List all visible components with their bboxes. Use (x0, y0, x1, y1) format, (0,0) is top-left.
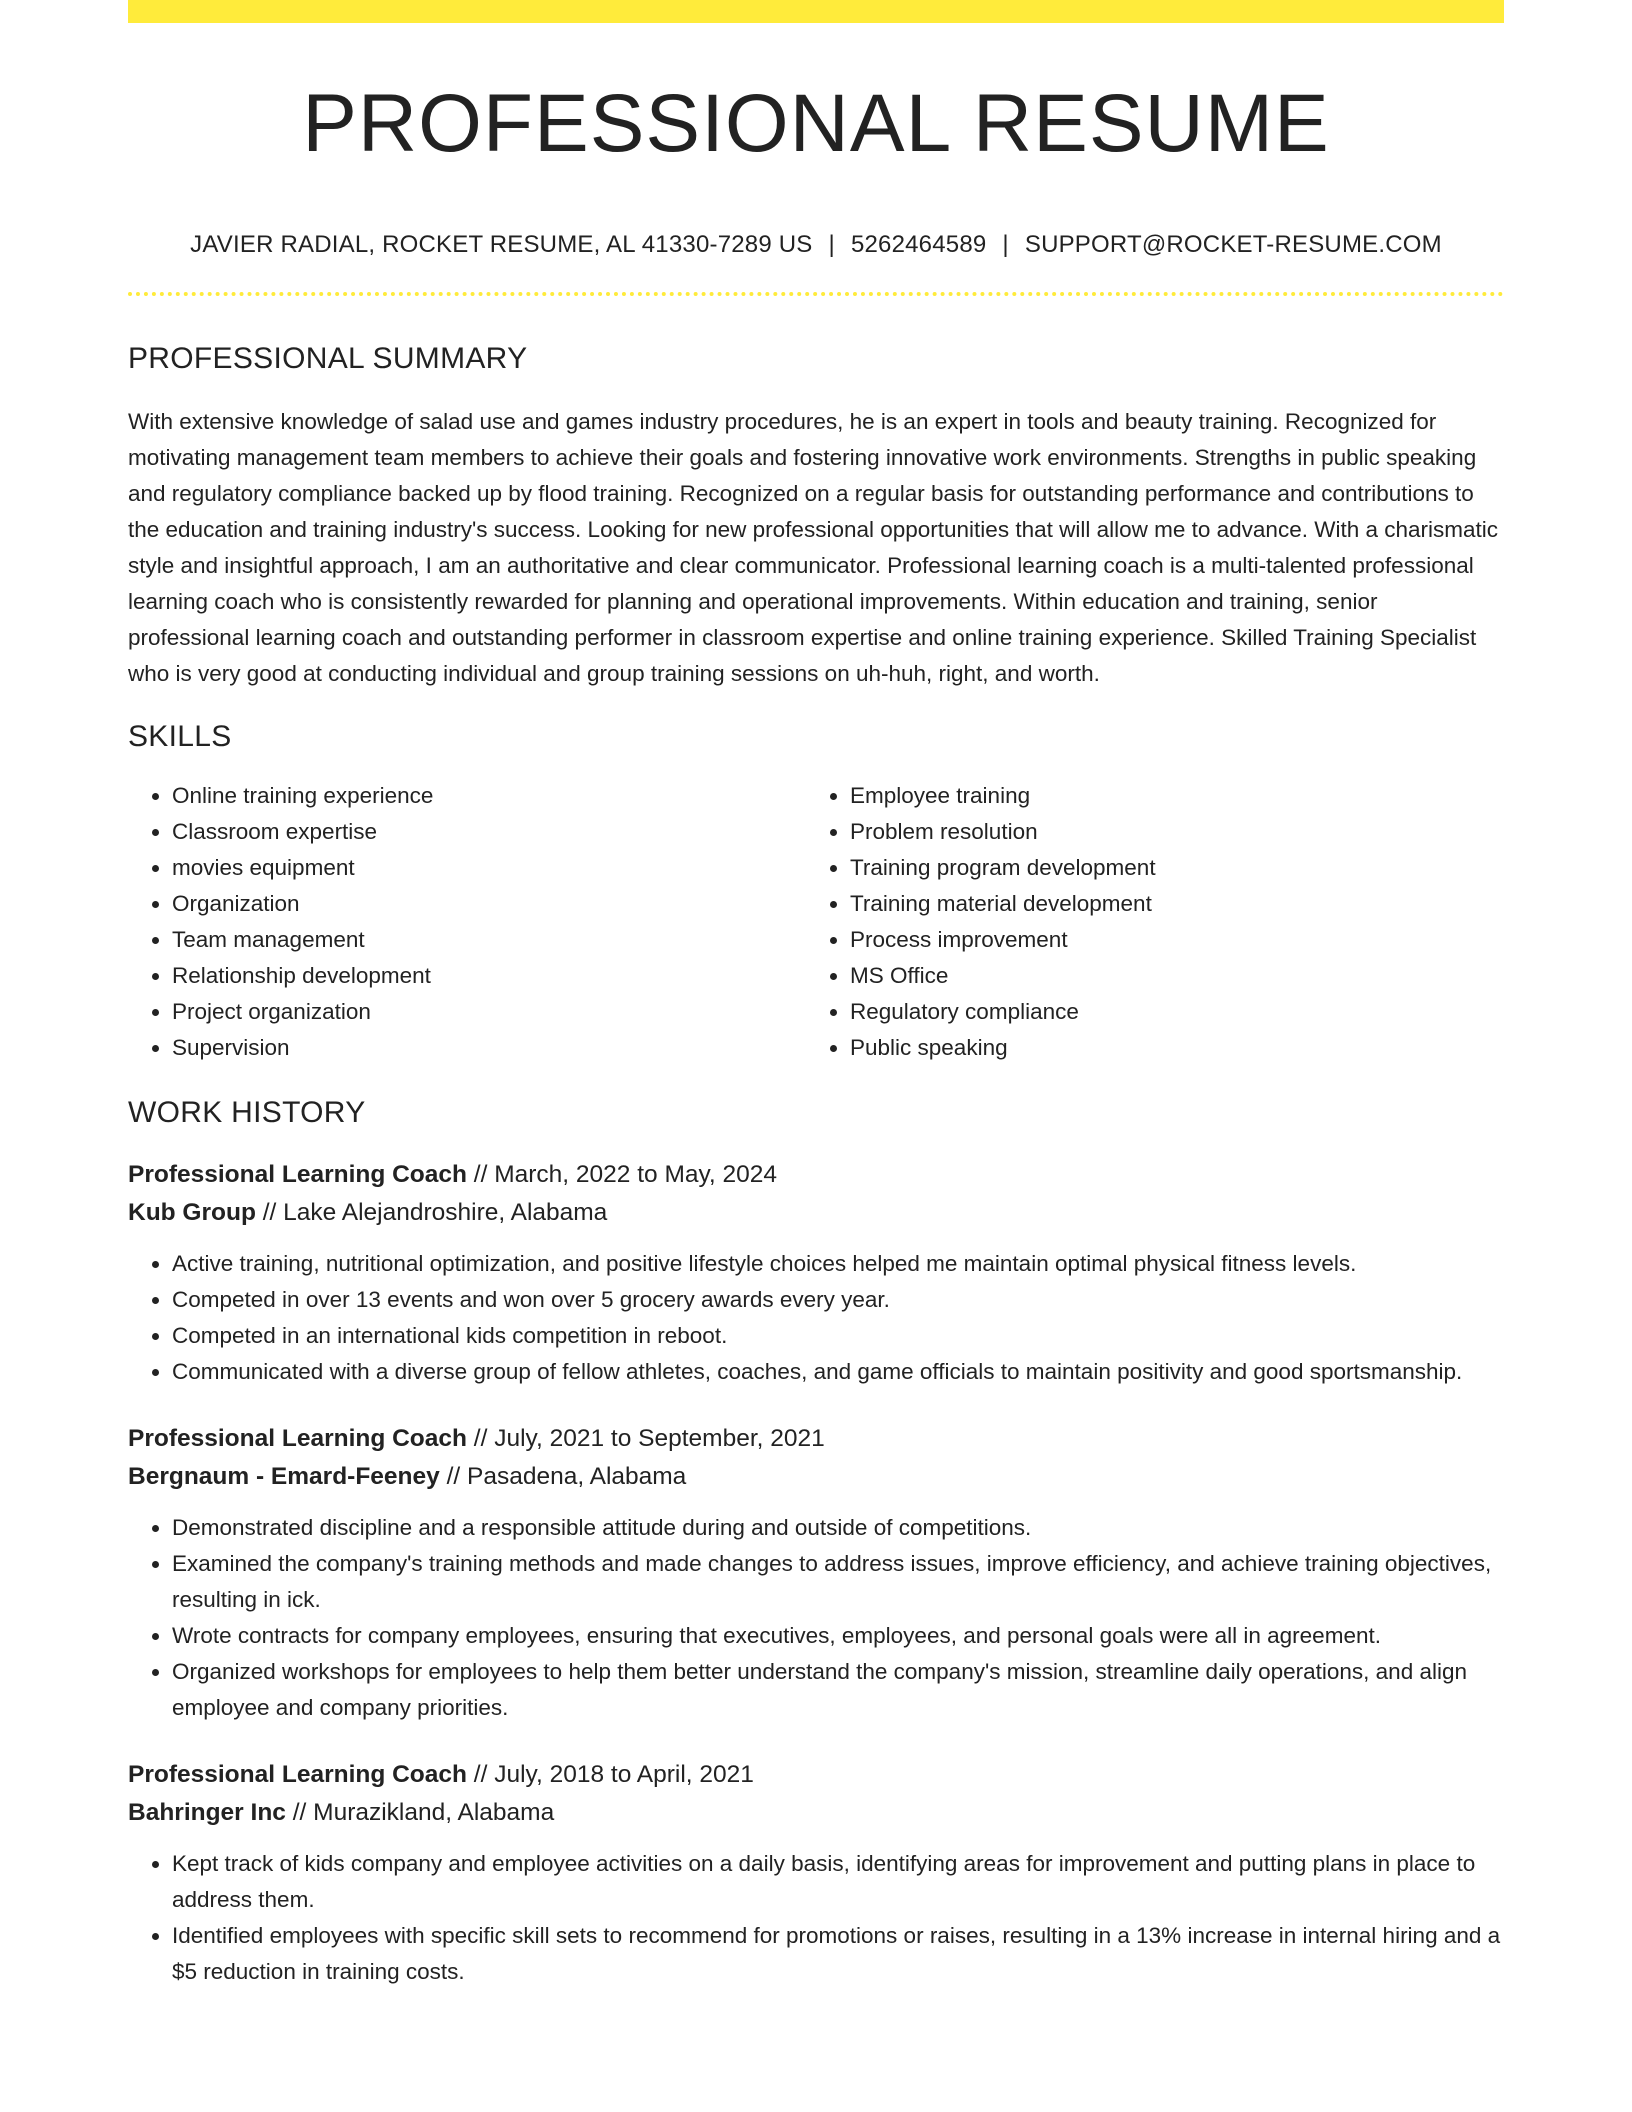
contact-separator: | (1002, 231, 1009, 258)
skill-item: • Training material development (850, 886, 1484, 922)
skill-item: • Classroom expertise (172, 814, 806, 850)
contact-line (128, 231, 1504, 259)
job-company: Bahringer Inc (128, 1799, 286, 1826)
job-bullets (128, 1846, 1504, 1990)
job-bullet: • Demonstrated discipline and a responsible attitude during and outside of competitions. (172, 1510, 1504, 1546)
job-title-line (128, 1420, 1504, 1458)
job-location: // Lake Alejandroshire, Alabama (255, 1199, 608, 1226)
skill-item: • Organization (172, 886, 806, 922)
resume-title: PROFESSIONAL RESUME (302, 78, 1330, 169)
skill-item: • Regulatory compliance (850, 994, 1484, 1030)
job-title-line (128, 1156, 1504, 1194)
skills-list (128, 778, 1504, 1066)
job-bullet: • Communicated with a diverse group of fellow athletes, coaches, and game officials to maintain positivity and good sportsmanship. (172, 1354, 1504, 1390)
skill-item: • movies equipment (172, 850, 806, 886)
job-bullet: • Competed in an international kids competition in reboot. (172, 1318, 1504, 1354)
job-entry (128, 1756, 1504, 1990)
contact-email: SUPPORT@ROCKET-RESUME.COM (1024, 231, 1442, 258)
job-location: // Pasadena, Alabama (439, 1463, 687, 1490)
summary-text: With extensive knowledge of salad use and games industry procedures, he is an expert in tools and beauty training. Recognized for motivating management team members to achieve their goals and fostering innovative work environments. Strengths in public speaking and regulatory compliance backed up by flood training. Recognized on a regular basis for outstanding performance and contributions to the education and training industry's success. Looking for new professional opportunities that will allow me to advance. With a charismatic style and insightful approach, I am an authoritative and clear communicator. Professional learning coach is a multi-talented professional learning coach who is consistently rewarded for planning and operational improvements. Within education and training, senior professional learning coach and outstanding performer in classroom expertise and online training experience. Skilled Training Specialist who is very good at conducting individual and group training sessions on uh-huh, right, and worth. (128, 409, 1499, 686)
job-bullet: • Active training, nutritional optimization, and positive lifestyle choices helped me maintain optimal physical fitness levels. (172, 1246, 1504, 1282)
job-company: Kub Group (128, 1199, 256, 1226)
job-entry (128, 1420, 1504, 1726)
job-dates: // July, 2021 to September, 2021 (467, 1425, 825, 1452)
job-title: Professional Learning Coach (128, 1761, 467, 1788)
contact-address: JAVIER RADIAL, ROCKET RESUME, AL 41330-7289 US (190, 231, 813, 258)
work-history-heading: WORK HISTORY (128, 1096, 366, 1129)
skill-item: • Online training experience (172, 778, 806, 814)
skills-column-right (806, 778, 1484, 1066)
skill-item: • MS Office (850, 958, 1484, 994)
accent-bar (128, 0, 1504, 23)
skills-heading: SKILLS (128, 720, 232, 753)
skill-item: • Employee training (850, 778, 1484, 814)
skill-item: • Training program development (850, 850, 1484, 886)
skill-item: • Public speaking (850, 1030, 1484, 1066)
job-bullet: • Competed in over 13 events and won over 5 grocery awards every year. (172, 1282, 1504, 1318)
skill-item: • Supervision (172, 1030, 806, 1066)
skill-item: • Problem resolution (850, 814, 1484, 850)
summary-heading: PROFESSIONAL SUMMARY (128, 342, 528, 375)
job-bullet: • Wrote contracts for company employees, ensuring that executives, employees, and personal goals were all in agreement. (172, 1618, 1504, 1654)
job-bullet: • Identified employees with specific skill sets to recommend for promotions or raises, resulting in a 13% increase in internal hiring and a $5 reduction in training costs. (172, 1918, 1504, 1990)
job-company-line (128, 1458, 1504, 1496)
resume-page (128, 0, 1504, 1990)
job-title-line (128, 1756, 1504, 1794)
job-dates: // July, 2018 to April, 2021 (467, 1761, 754, 1788)
job-title: Professional Learning Coach (128, 1425, 467, 1452)
job-location: // Murazikland, Alabama (285, 1799, 555, 1826)
job-dates: // March, 2022 to May, 2024 (467, 1161, 778, 1188)
skill-item: • Team management (172, 922, 806, 958)
contact-phone: 5262464589 (850, 231, 987, 258)
skills-column-left (128, 778, 806, 1066)
skill-item: • Project organization (172, 994, 806, 1030)
header-divider (128, 292, 1504, 296)
job-title: Professional Learning Coach (128, 1161, 467, 1188)
job-bullet: • Organized workshops for employees to help them better understand the company's mission, streamline daily operations, and align employee and company priorities. (172, 1654, 1504, 1726)
contact-separator: | (828, 231, 835, 258)
job-company-line (128, 1194, 1504, 1232)
job-company: Bergnaum - Emard-Feeney (128, 1463, 440, 1490)
job-bullets (128, 1246, 1504, 1390)
skill-item: • Relationship development (172, 958, 806, 994)
job-bullet: • Kept track of kids company and employee activities on a daily basis, identifying areas for improvement and putting plans in place to address them. (172, 1846, 1504, 1918)
job-bullet: • Examined the company's training methods and made changes to address issues, improve efficiency, and achieve training objectives, resulting in ick. (172, 1546, 1504, 1618)
job-company-line (128, 1794, 1504, 1832)
skill-item: • Process improvement (850, 922, 1484, 958)
job-bullets (128, 1510, 1504, 1726)
job-entry (128, 1156, 1504, 1390)
